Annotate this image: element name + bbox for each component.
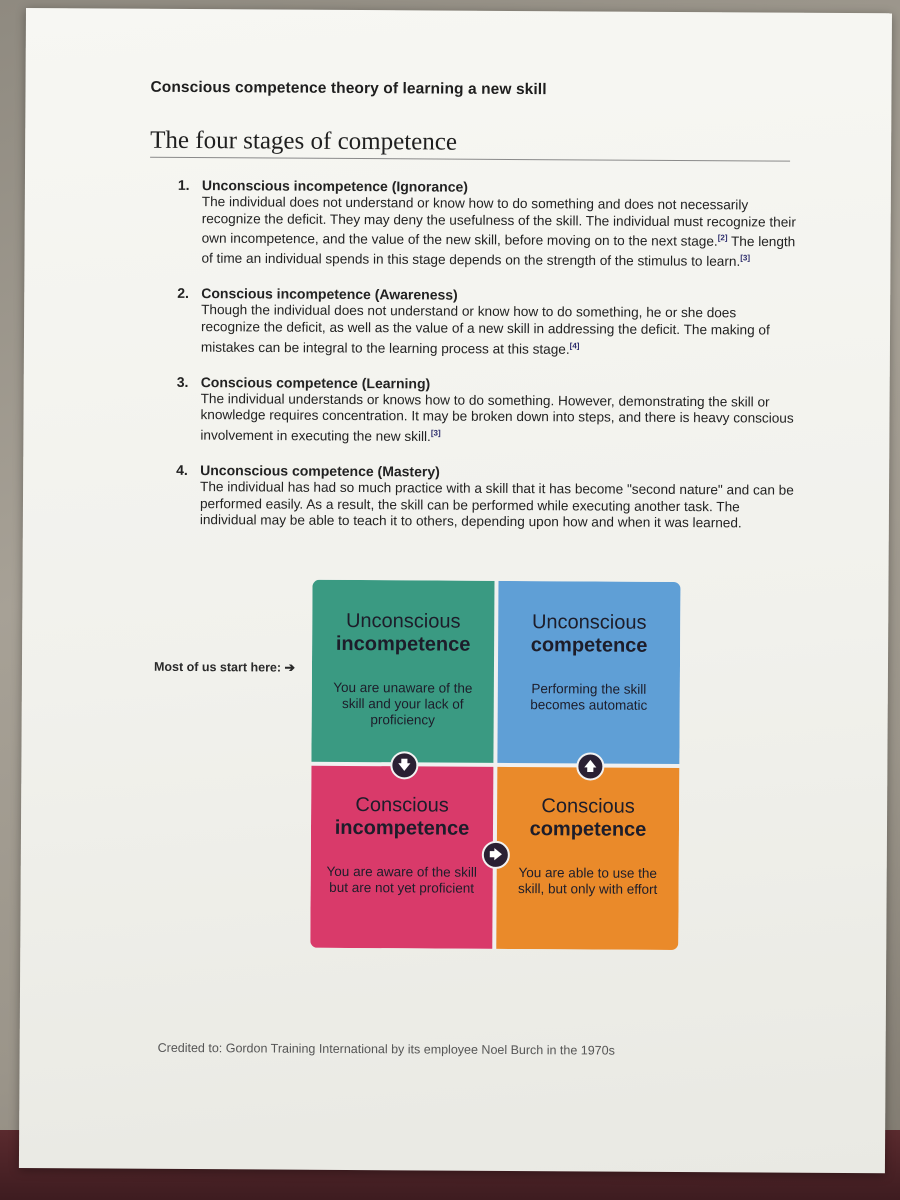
quadrant-title-line1: Conscious xyxy=(541,795,635,818)
stage-number: 3. xyxy=(176,373,189,390)
stage-number: 2. xyxy=(177,285,189,302)
section-heading: The four stages of competence xyxy=(150,127,790,162)
stage-description: Though the individual does not understand or know how to do something, he or she does recognize the deficit, as well as the value of a new skill in addressing the deficit. The making of mistakes can be integral to the learning process at this stage.[4] xyxy=(200,302,770,357)
quadrant-unconscious-competence xyxy=(497,581,680,764)
competence-matrix xyxy=(310,580,680,950)
quadrant-description: You are unaware of the skill and your lack of proficiency xyxy=(333,679,473,728)
citation-link: [4] xyxy=(569,340,580,351)
credit-line: Credited to: Gordon Training International by its employee Noel Burch in the 1970s xyxy=(157,1040,615,1058)
stage-title: Unconscious incompetence (Ignorance) xyxy=(201,177,469,195)
quadrant-title-line2: competence xyxy=(529,818,647,841)
document-title: Conscious competence theory of learning a new skill xyxy=(150,78,547,99)
quadrant-conscious-incompetence xyxy=(310,766,493,949)
quadrant-title-line2: incompetence xyxy=(335,632,471,656)
quadrant-title-line2: incompetence xyxy=(334,816,470,840)
quadrant-title-line1: Conscious xyxy=(355,794,449,817)
quadrant-title-line2: competence xyxy=(530,634,648,657)
stage-description: The individual understands or knows how to do something. However, demonstrating the skill or knowledge requires concentration. It may be broken down into steps, and there is heavy conscious involvement in executing the new skill.[3] xyxy=(200,390,794,444)
stages-list xyxy=(176,177,798,551)
quadrant-conscious-competence xyxy=(496,767,679,950)
stage-item xyxy=(177,285,797,359)
citation-link: [3] xyxy=(740,253,751,263)
citation-link: [2] xyxy=(717,233,728,243)
stage-item xyxy=(177,177,798,271)
stage-title: Conscious competence (Learning) xyxy=(200,373,431,392)
arrow-down-icon: 🡇 xyxy=(390,751,418,779)
arrow-right-icon: 🡆 xyxy=(482,841,510,869)
stage-number: 4. xyxy=(176,461,188,479)
stage-item xyxy=(176,462,796,533)
quadrant-description: Performing the skill becomes automatic xyxy=(530,681,648,713)
quadrant-title-line1: Unconscious xyxy=(531,611,647,634)
stage-description: The individual does not understand or know how to do something and does not necessarily recognize the deficit. They may deny the usefulness of the skill. The individual must recognize their own incompetence, and the value of the new skill, before moving on to the next stage.[2] The length of time an individual spends in this stage depends on the strength of the stimulus to learn.[3] xyxy=(201,194,796,270)
start-here-label: Most of us start here: ➔ xyxy=(153,659,296,675)
quadrant-unconscious-incompetence xyxy=(311,580,494,763)
printed-sheet xyxy=(19,8,892,1173)
stage-title: Unconscious competence (Mastery) xyxy=(200,462,440,480)
stage-number: 1. xyxy=(177,176,190,194)
stage-description: The individual has had so much practice with a skill that it has become "second nature" and can be performed easily. As a result, the skill can be performed while executing another task. The individual may be able to teach it to others, depending upon how and when it was learned. xyxy=(199,479,794,531)
quadrant-description: You are able to use the skill, but only with effort xyxy=(517,865,658,897)
quadrant-title-line1: Unconscious xyxy=(345,609,461,633)
quadrant-description: You are aware of the skill but are not yet proficient xyxy=(326,863,477,896)
stage-title: Conscious incompetence (Awareness) xyxy=(201,285,458,304)
arrow-up-icon: 🡅 xyxy=(576,752,604,780)
citation-link: [3] xyxy=(430,428,441,438)
stage-item xyxy=(176,374,796,448)
